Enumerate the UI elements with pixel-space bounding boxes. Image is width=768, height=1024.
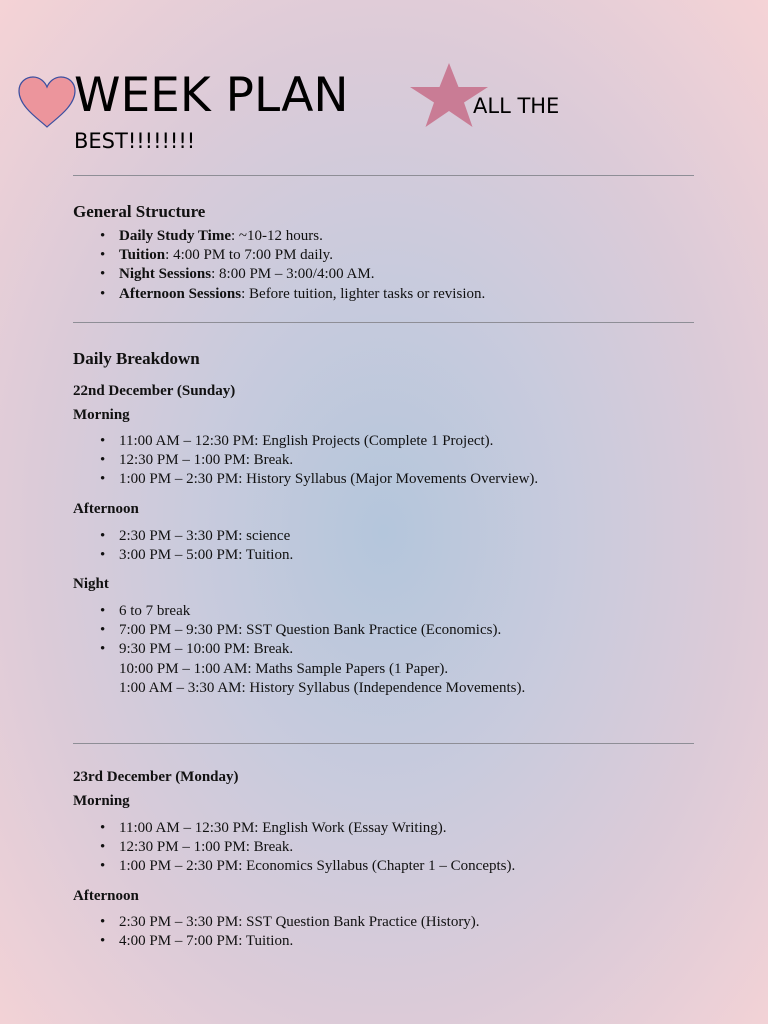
general-structure-heading: General Structure bbox=[73, 202, 206, 221]
subtitle-part-2: BEST!!!!!!!! bbox=[74, 129, 196, 153]
afternoon-list bbox=[73, 913, 480, 951]
list-item: • 12:30 PM – 1:00 PM: Break. bbox=[73, 451, 538, 470]
list-item: • 4:00 PM – 7:00 PM: Tuition. bbox=[73, 932, 480, 951]
general-structure-list bbox=[73, 227, 485, 304]
list-item bbox=[73, 265, 485, 284]
section-heading-morning: Morning bbox=[73, 407, 130, 423]
day-date: 23rd December (Monday) bbox=[73, 769, 239, 785]
section-heading-afternoon: Afternoon bbox=[73, 888, 139, 904]
list-item: • 7:00 PM – 9:30 PM: SST Question Bank Practice (Economics). bbox=[73, 621, 525, 640]
item-text: : 4:00 PM to 7:00 PM daily. bbox=[165, 247, 333, 264]
list-item: • 1:00 PM – 2:30 PM: History Syllabus (Major Movements Overview). bbox=[73, 470, 538, 489]
item-text: : ~10-12 hours. bbox=[230, 228, 323, 244]
list-item: • 6 to 7 break bbox=[73, 602, 525, 621]
list-item bbox=[73, 246, 485, 265]
page-title: WEEK PLAN bbox=[74, 68, 349, 123]
day-date: 22nd December (Sunday) bbox=[73, 383, 236, 399]
subtitle-part-1: ALL THE bbox=[473, 94, 560, 118]
list-item: • 11:00 AM – 12:30 PM: English Projects (Complete 1 Project). bbox=[73, 432, 538, 451]
section-heading-night: Night bbox=[73, 576, 109, 592]
list-item: • 3:00 PM – 5:00 PM: Tuition. bbox=[73, 546, 293, 565]
divider bbox=[73, 175, 694, 176]
item-label: Tuition bbox=[119, 247, 166, 264]
afternoon-list bbox=[73, 527, 293, 565]
night-list bbox=[73, 602, 525, 698]
item-text: : Before tuition, lighter tasks or revision. bbox=[241, 285, 486, 302]
list-item: • 2:30 PM – 3:30 PM: science bbox=[73, 527, 293, 546]
item-label: Afternoon Sessions bbox=[119, 285, 242, 302]
daily-breakdown-heading: Daily Breakdown bbox=[73, 349, 200, 368]
section-heading-morning: Morning bbox=[73, 793, 130, 809]
list-item-continuation: 1:00 AM – 3:30 AM: History Syllabus (Independence Movements). bbox=[119, 679, 526, 696]
item-label: Daily Study Time bbox=[119, 228, 231, 244]
divider bbox=[73, 322, 694, 323]
list-item: • 11:00 AM – 12:30 PM: English Work (Essay Writing). bbox=[73, 819, 515, 838]
item-label: Night Sessions bbox=[119, 266, 212, 283]
list-item-continuation: 10:00 PM – 1:00 AM: Maths Sample Papers (1 Paper). bbox=[119, 660, 449, 677]
list-item: • 12:30 PM – 1:00 PM: Break. bbox=[73, 838, 515, 857]
item-text: : 8:00 PM – 3:00/4:00 AM. bbox=[211, 266, 375, 283]
morning-list bbox=[73, 819, 515, 877]
list-item: • 2:30 PM – 3:30 PM: SST Question Bank Practice (History). bbox=[73, 913, 480, 932]
list-item: • 9:30 PM – 10:00 PM: Break. bbox=[73, 640, 525, 659]
list-item: • 1:00 PM – 2:30 PM: Economics Syllabus (Chapter 1 – Concepts). bbox=[73, 857, 515, 876]
heart-icon bbox=[16, 74, 78, 130]
morning-list bbox=[73, 432, 538, 490]
section-heading-afternoon: Afternoon bbox=[73, 501, 139, 517]
divider bbox=[73, 743, 694, 744]
list-item bbox=[73, 227, 485, 246]
list-item bbox=[73, 285, 485, 304]
